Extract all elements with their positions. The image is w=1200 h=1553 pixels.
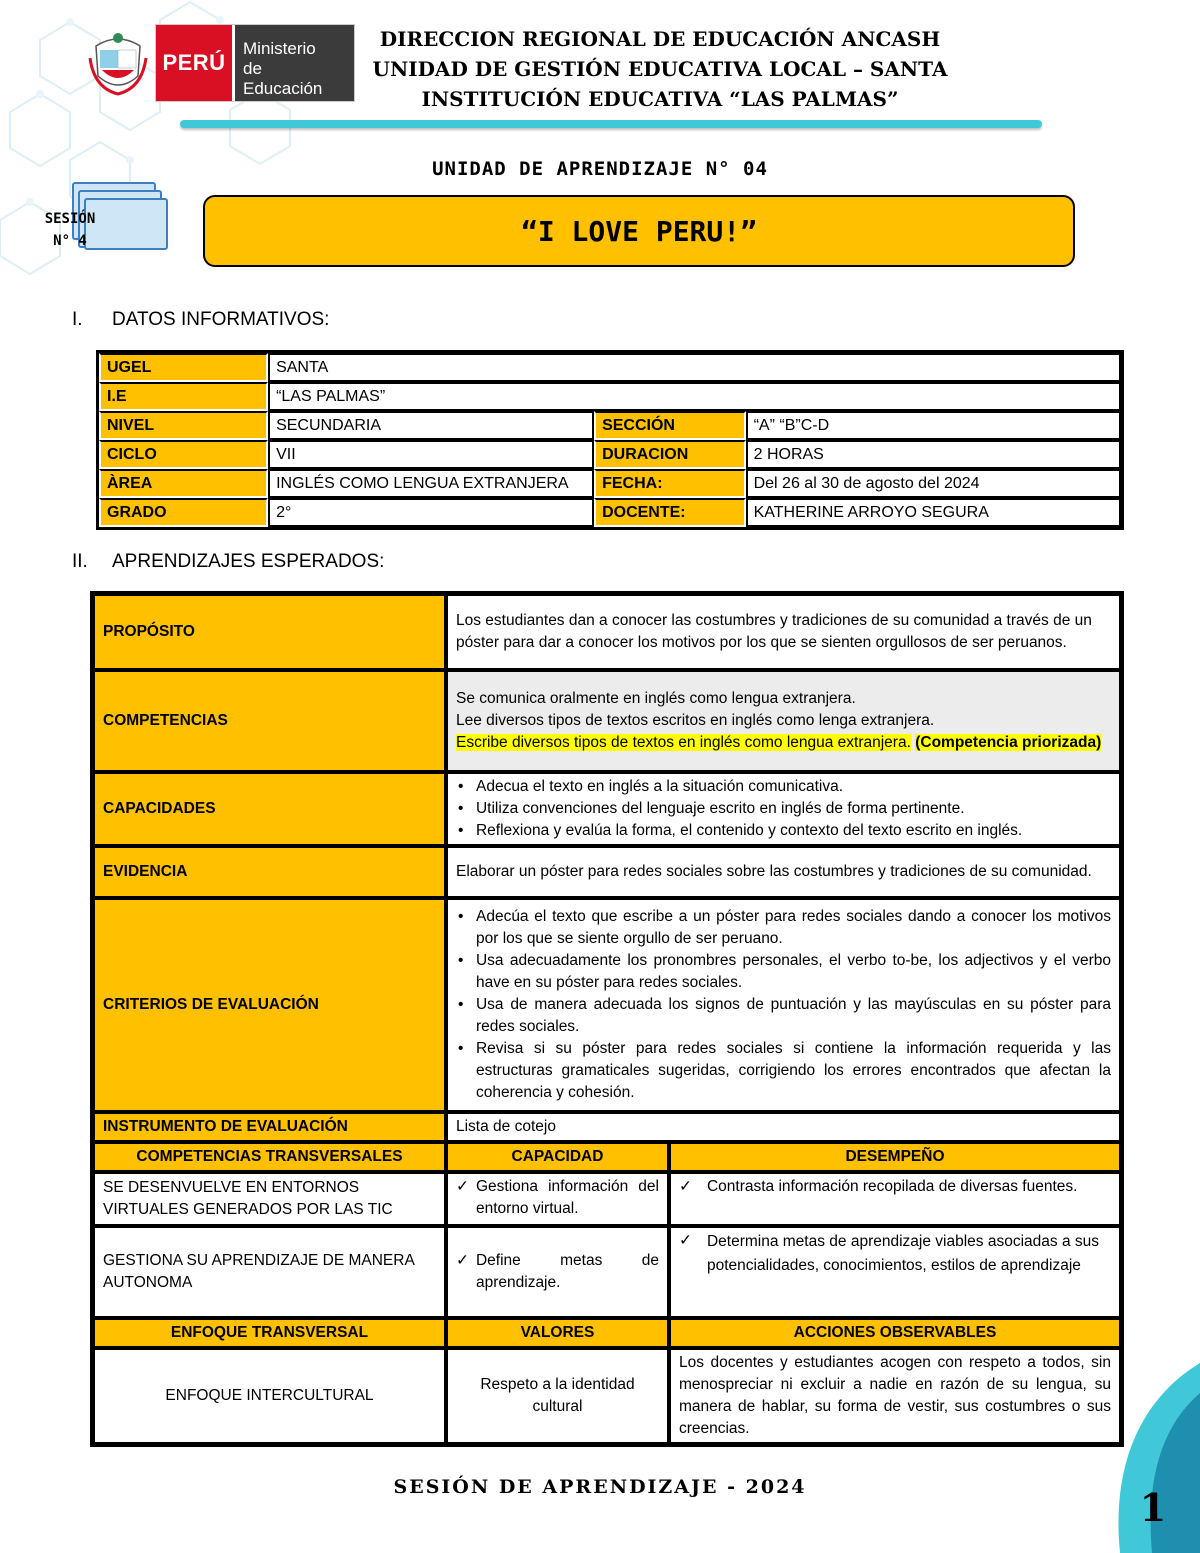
table-row — [99, 469, 1121, 498]
section-title: APRENDIZAJES ESPERADOS: — [112, 551, 385, 572]
ie-value: “LAS PALMAS” — [268, 382, 1121, 411]
list-item: • Utiliza convenciones del lenguaje escrito en inglés de forma pertinente. — [456, 798, 1111, 820]
transversal-desempeno: ✓ Contrasta información recopilada de diversas fuentes. — [669, 1172, 1121, 1226]
nivel-label: NIVEL — [99, 411, 268, 440]
capacidades-label: CAPACIDADES — [93, 772, 446, 846]
transversal-capacidad: ✓ Gestiona información del entorno virtual. — [446, 1172, 669, 1226]
proposito-value: Los estudiantes dan a conocer las costumbres y tradiciones de su comunidad a través de un póster para dar a conocer los motivos por los que se sienten orgullosos de ser peruanos. — [446, 594, 1121, 670]
proposito-label: PROPÓSITO — [93, 594, 446, 670]
list-item: • Usa de manera adecuada los signos de puntuación y las mayúsculas en su póster para redes sociales. — [456, 994, 1111, 1038]
table-row — [99, 411, 1121, 440]
docente-label: DOCENTE: — [594, 498, 746, 527]
capacidad-header: CAPACIDAD — [446, 1142, 669, 1172]
header-line-2: UNIDAD DE GESTIÓN EDUCATIVA LOCAL – SANTA — [372, 57, 948, 81]
criterios-label: CRITERIOS DE EVALUACIÓN — [93, 898, 446, 1112]
table-row — [93, 1348, 1121, 1444]
area-label: ÀREA — [99, 469, 268, 498]
transversal-desempeno: ✓ Determina metas de aprendizaje viables asociadas a sus potencialidades, conocimientos, estilos de aprendizaje — [669, 1226, 1121, 1318]
grado-label: GRADO — [99, 498, 268, 527]
checkmark-icon: ✓ — [455, 1252, 469, 1269]
session-title-banner: “I LOVE PERU!” — [203, 195, 1075, 267]
header-divider — [180, 120, 1042, 128]
logo-ministry-line2: de Educación — [243, 59, 323, 98]
transversal-competencia: GESTIONA SU APRENDIZAJE DE MANERA AUTONOMA — [93, 1226, 446, 1318]
seccion-value: “A” “B”C-D — [746, 411, 1121, 440]
session-label: SESIÓN — [44, 211, 96, 227]
list-item: • Reflexiona y evalúa la forma, el contenido y contexto del texto escrito en inglés. — [456, 820, 1111, 842]
aprendizajes-table — [90, 591, 1124, 1447]
enfoque-value: ENFOQUE INTERCULTURAL — [93, 1348, 446, 1444]
ciclo-label: CICLO — [99, 440, 268, 469]
header-line-1: DIRECCION REGIONAL DE EDUCACIÓN ANCASH — [379, 27, 941, 51]
competencia-priorizada-note: (Competencia priorizada) — [915, 734, 1102, 751]
competencia-priorizada: Escribe diversos tipos de textos en inglés como lengua extranjera. — [455, 734, 911, 751]
area-value: INGLÉS COMO LENGUA EXTRANJERA — [268, 469, 594, 498]
valores-header: VALORES — [446, 1318, 669, 1348]
section-heading-datos — [72, 309, 329, 331]
checkmark-icon: ✓ — [678, 1232, 692, 1249]
table-row — [93, 1318, 1121, 1348]
section-number: I. — [72, 309, 83, 330]
transversales-header: COMPETENCIAS TRANSVERSALES — [93, 1142, 446, 1172]
table-row — [93, 594, 1121, 670]
section-title: DATOS INFORMATIVOS: — [112, 309, 330, 330]
fecha-label: FECHA: — [594, 469, 746, 498]
table-row — [99, 353, 1121, 382]
institution-header — [360, 24, 960, 114]
ie-label: I.E — [99, 382, 268, 411]
checkmark-icon: ✓ — [678, 1178, 692, 1195]
session-number: N° 4 — [53, 233, 87, 249]
instrumento-value: Lista de cotejo — [446, 1112, 1121, 1142]
logo-ministry — [232, 25, 354, 101]
competencia-item: Lee diversos tipos de textos escritos en inglés como lenga extranjera. — [455, 712, 935, 729]
table-row — [99, 440, 1121, 469]
section-number: II. — [72, 551, 88, 572]
ugel-label: UGEL — [99, 353, 268, 382]
criterios-list — [456, 906, 1111, 1104]
ciclo-value: VII — [268, 440, 594, 469]
unit-title: UNIDAD DE APRENDIZAJE N° 04 — [432, 158, 768, 180]
table-row — [93, 1112, 1121, 1142]
table-row — [93, 1226, 1121, 1318]
valor-value: Respeto a la identidad cultural — [446, 1348, 669, 1444]
ministerio-educacion-logo — [155, 24, 355, 102]
table-row — [99, 382, 1121, 411]
grado-value: 2° — [268, 498, 594, 527]
capacidades-list — [456, 776, 1111, 842]
competencias-label: COMPETENCIAS — [93, 670, 446, 772]
checkmark-icon: ✓ — [455, 1178, 469, 1195]
competencias-value — [446, 670, 1121, 772]
table-row — [93, 1142, 1121, 1172]
logo-country: PERÚ — [156, 25, 232, 101]
list-item: • Adecúa el texto que escribe a un póster para redes sociales dando a conocer los motivos por los que se siente orgullo de ser peruano. — [456, 906, 1111, 950]
competencia-item: Se comunica oralmente en inglés como lengua extranjera. — [455, 690, 856, 707]
instrumento-label: INSTRUMENTO DE EVALUACIÓN — [93, 1112, 446, 1142]
table-row — [99, 498, 1121, 527]
list-item: • Revisa si su póster para redes sociales si contiene la información requerida y las estructuras gramaticales sugeridas, corrigiendo los errores encontrados que afectan la coherencia y cohesión. — [456, 1038, 1111, 1104]
header-line-3: INSTITUCIÓN EDUCATIVA “LAS PALMAS” — [421, 87, 899, 111]
table-row — [93, 898, 1121, 1112]
list-item: • Adecua el texto en inglés a la situación comunicativa. — [456, 776, 1111, 798]
seccion-label: SECCIÓN — [594, 411, 746, 440]
table-row — [93, 772, 1121, 846]
evidencia-label: EVIDENCIA — [93, 846, 446, 898]
enfoque-header: ENFOQUE TRANSVERSAL — [93, 1318, 446, 1348]
section-heading-aprendizajes — [72, 551, 384, 573]
table-row — [93, 1172, 1121, 1226]
duracion-value: 2 HORAS — [746, 440, 1121, 469]
transversal-competencia: SE DESENVUELVE EN ENTORNOS VIRTUALES GENERADOS POR LAS TIC — [93, 1172, 446, 1226]
desempeno-header: DESEMPEÑO — [669, 1142, 1121, 1172]
peru-coat-of-arms-icon — [88, 28, 148, 98]
table-row — [93, 846, 1121, 898]
acciones-value: Los docentes y estudiantes acogen con respeto a todos, sin menospreciar ni excluir a nadie en razón de su lengua, su manera de hablar, su forma de vestir, sus costumbres o sus creencias. — [669, 1348, 1121, 1444]
datos-informativos-table — [96, 350, 1124, 530]
nivel-value: SECUNDARIA — [268, 411, 594, 440]
capacidades-value — [446, 772, 1121, 846]
ugel-value: SANTA — [268, 353, 1121, 382]
page-number: 1 — [1139, 1485, 1167, 1530]
list-item: • Usa adecuadamente los pronombres personales, el verbo to-be, los adjectivos y el verbo have en su póster para redes sociales. — [456, 950, 1111, 994]
duracion-label: DURACION — [594, 440, 746, 469]
criterios-value — [446, 898, 1121, 1112]
evidencia-value: Elaborar un póster para redes sociales sobre las costumbres y tradiciones de su comunidad. — [446, 846, 1121, 898]
table-row — [93, 670, 1121, 772]
docente-value: KATHERINE ARROYO SEGURA — [746, 498, 1121, 527]
acciones-header: ACCIONES OBSERVABLES — [669, 1318, 1121, 1348]
transversal-capacidad: ✓ Define metas de aprendizaje. — [446, 1226, 669, 1318]
logo-ministry-line1: Ministerio — [243, 39, 316, 58]
fecha-value: Del 26 al 30 de agosto del 2024 — [746, 469, 1121, 498]
page-footer: SESIÓN DE APRENDIZAJE - 2024 — [393, 1476, 807, 1498]
